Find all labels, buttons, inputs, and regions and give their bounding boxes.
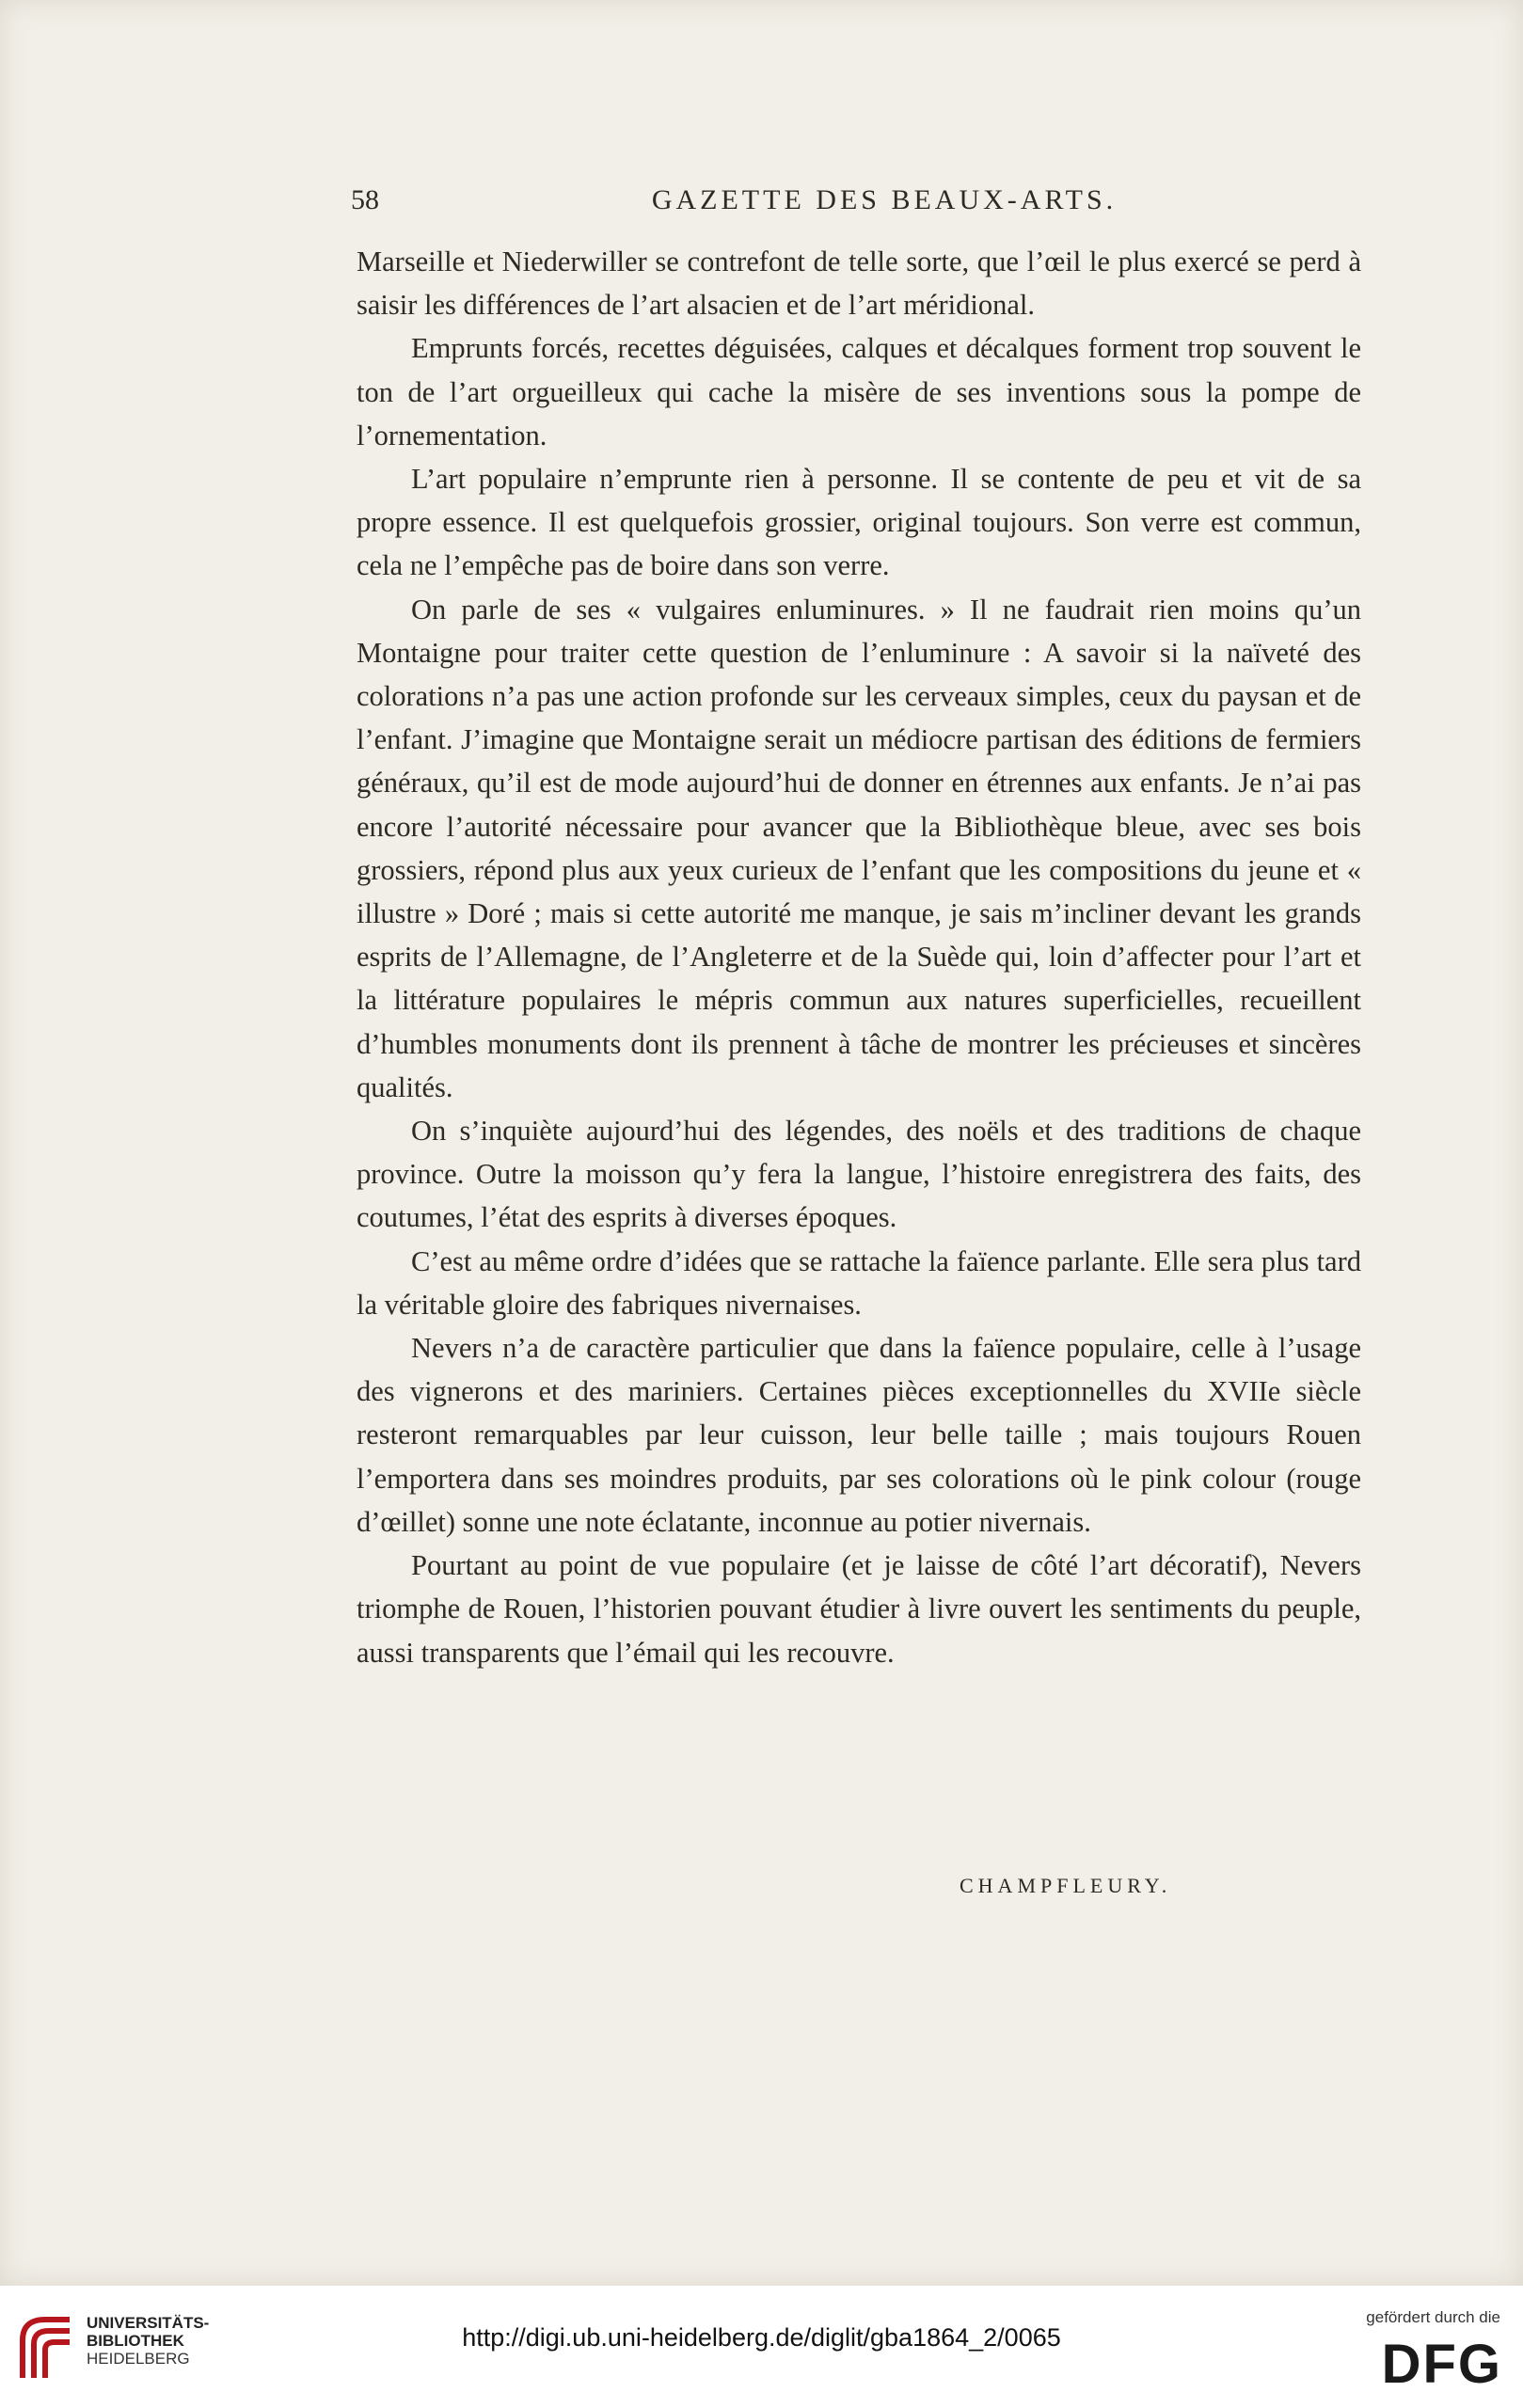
- author-signature: CHAMPFLEURY.: [960, 1874, 1172, 1897]
- page-header: [351, 184, 1361, 222]
- paragraph-3: L’art populaire n’emprunte rien à personne. Il se contente de peu et vit de sa propre essence. Il est quelquefois grossier, original toujours. Son verre est commun, cela ne l’empêche pas de boire dans son verre.: [357, 463, 1361, 582]
- paragraph-2: Emprunts forcés, recettes déguisées, calques et décalques forment trop souvent le ton de l’art orgueilleux qui cache la misère de ses inventions sous la pompe de l’ornementation.: [357, 332, 1361, 452]
- paragraph-4: On parle de ses « vulgaires enluminures. » Il ne faudrait rien moins qu’un Montaigne pour traiter cette question de l’enluminure : A savoir si la naïveté des colorations n’a pas une action profonde sur les cerveaux simples, ceux du paysan et de l’enfant. J’imagine que Montaigne serait un médiocre partisan des éditions de fermiers généraux, qu’il est de mode aujourd’hui de donner en étrennes aux enfants. Je n’ai pas encore l’autorité nécessaire pour avancer que la Bibliothèque bleue, avec ses bois grossiers, répond plus aux yeux curieux de l’enfant que les compositions du jeune et « illustre » Doré ; mais si cette autorité me manque, je sais m’incliner devant les grands esprits de l’Allemagne, de l’Angleterre et de la Suède qui, loin d’affecter pour l’art et la littérature populaires le mépris commun aux natures superficielles, recueillent d’humbles monuments dont ils prennent à tâche de montrer les précieuses et sincères qualités.: [357, 593, 1361, 1103]
- permalink-url[interactable]: http://digi.ub.uni-heidelberg.de/diglit/gba1864_2/0065: [462, 2323, 1061, 2352]
- library-name-line3: HEIDELBERG: [87, 2350, 190, 2368]
- paragraph-5: On s’inquiète aujourd’hui des légendes, des noëls et des traditions de chaque province. Outre la moisson qu’y fera la langue, l’histoire enregistrera des faits, des coutumes, l’état des esprits à diverses époques.: [357, 1115, 1361, 1234]
- running-title: GAZETTE DES BEAUX-ARTS.: [651, 184, 1118, 215]
- paragraph-8: Pourtant au point de vue populaire (et je laisse de côté l’art décoratif), Nevers triomphe de Rouen, l’historien pouvant étudier à livre ouvert les sentiments du peuple, aussi transparents que l’émail qui les recouvre.: [357, 1549, 1361, 1669]
- article-body: [357, 240, 1361, 1674]
- paragraph-6: C’est au même ordre d’idées que se rattache la faïence parlante. Elle sera plus tard la véritable gloire des fabriques nivernaises.: [357, 1244, 1361, 1321]
- library-name-line1: UNIVERSITÄTS-: [87, 2314, 210, 2332]
- dfg-logo: DFG: [1381, 2334, 1502, 2395]
- library-name-line2: BIBLIOTHEK: [87, 2332, 184, 2350]
- digitization-footer: [0, 2286, 1523, 2408]
- paragraph-7: Nevers n’a de caractère particulier que dans la faïence populaire, celle à l’usage des vignerons et des mariniers. Certaines pièces exceptionnelles du XVIIe siècle resteront remarquables par leur cuisson, leur belle taille ; mais toujours Rouen l’emportera dans ses moindres produits, par ses colorations où le pink colour (rouge d’œillet) sonne une note éclatante, inconnue au potier nivernais.: [357, 1332, 1361, 1538]
- funder-label: gefördert durch die: [1366, 2308, 1500, 2326]
- page-number: 58: [351, 184, 379, 215]
- paragraph-1: Marseille et Niederwiller se contrefont de telle sorte, que l’œil le plus exercé se perd à saisir les différences de l’art alsacien et de l’art méridional.: [357, 246, 1361, 322]
